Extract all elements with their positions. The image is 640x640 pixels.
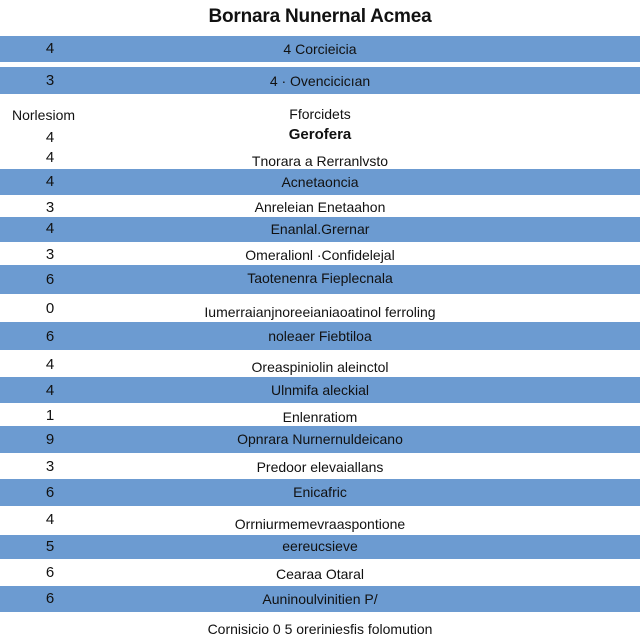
row-label: Omeralionl ·Confidelejal [245,247,395,263]
table-row [0,217,640,242]
row-number: 6 [45,271,55,288]
row-number: 6 [45,564,55,581]
row-number: 6 [45,590,55,607]
row-label: Iumerraianjnoreeianiaoatinol ferroling [204,304,436,320]
table-row [0,586,640,612]
table-row [0,100,640,126]
row-number: 4 [45,40,55,57]
row-number: 3 [45,246,55,263]
row-label: Cearaa Otaral [276,566,364,582]
row-label: Tnorara a Rerranlvsto [251,153,389,169]
row-number: 3 [45,199,55,216]
row-label: Auninoulvinitien P/ [262,591,378,607]
row-label: Orrniurmemevraaspontione [234,516,406,532]
row-number: 4 [45,129,55,146]
row-label: eereucsieve [282,538,358,554]
row-label: Predoor elevaiallans [256,459,384,475]
table-row [0,377,640,403]
row-number: 6 [45,328,55,345]
table-row [0,351,640,376]
table-row [0,426,640,453]
table-row [0,146,640,168]
row-label: Enanlal.Grernar [270,221,370,237]
row-label: noleaer Fiebtiloa [268,328,372,344]
row-heading: Norlesiom [12,107,76,123]
row-label: Oreaspiniolin aleinctol [251,359,389,375]
row-label: Enicafric [293,484,347,500]
row-label: 4 Corcieicia [283,41,357,57]
table-row [0,295,640,321]
row-label: Taotenenra Fieplecnala [247,270,393,286]
row-number: 4 [45,356,55,373]
row-number: 6 [45,484,55,501]
row-number: 4 [45,382,55,399]
row-number: 4 [45,220,55,237]
page-title: Bornara Nunernal Acmea [208,6,432,27]
row-number: 1 [45,407,55,424]
table-row [0,479,640,506]
table-row [0,560,640,585]
row-number: 4 [45,149,55,166]
table-row [0,243,640,265]
row-number: 0 [45,300,55,317]
row-number: 4 [45,511,55,528]
footer-note: Cornisicio 0 5 oreriniesfis folomution [207,621,433,637]
row-label: Anreleian Enetaahon [254,199,386,215]
row-label: Opnrara Nurnernuldeicano [237,431,403,447]
row-number: 5 [45,538,55,555]
table-row [0,124,640,148]
row-label: Enlenratiom [282,409,358,425]
row-number: 4 [45,173,55,190]
row-number: 3 [45,72,55,89]
table-row [0,507,640,534]
row-label: Ulnmifa aleckial [270,382,370,398]
table-row [0,67,640,94]
table-row [0,454,640,478]
row-number: 9 [45,431,55,448]
table-row [0,196,640,218]
table-row [0,535,640,559]
row-number: 3 [45,458,55,475]
row-label: Fforcidets [289,106,351,122]
table-row [0,322,640,350]
table-row [0,36,640,62]
table-row [0,265,640,294]
table-row [0,404,640,426]
row-label: Gerofera [288,126,352,143]
row-label: 4 · Ovencicicıan [269,73,371,89]
table-row [0,169,640,195]
row-label: Acnetaoncia [281,174,359,190]
